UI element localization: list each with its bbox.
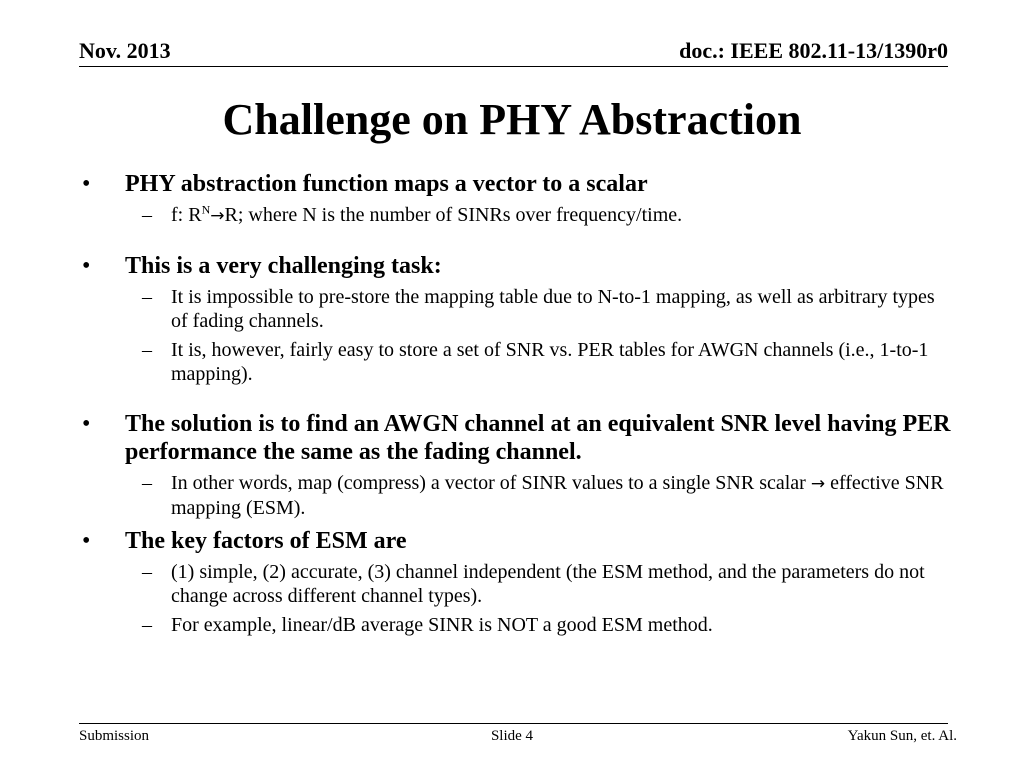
bullet-2 xyxy=(82,252,952,280)
dash-mark: – xyxy=(142,614,152,636)
formula-superscript: N xyxy=(201,202,211,217)
bullet-1-sub-1 xyxy=(82,203,952,228)
bullet-mark: • xyxy=(82,171,91,197)
footer-divider xyxy=(79,723,948,724)
dash-mark: – xyxy=(142,286,152,308)
bullet-4-sub-2 xyxy=(82,613,952,637)
bullet-4-sub-1 xyxy=(82,560,952,608)
dash-mark: – xyxy=(142,339,152,361)
bullet-1-text: PHY abstraction function maps a vector to a scalar xyxy=(125,171,648,197)
bullet-2-sub-1-text: It is impossible to pre-store the mapping table due to N-to-1 mapping, as well as arbitrary types of fading channels. xyxy=(171,286,935,332)
bullet-3-sub-1 xyxy=(82,471,952,520)
bullet-4-sub-1-text: (1) simple, (2) accurate, (3) channel independent (the ESM method, and the parameters do not change across different channel types). xyxy=(171,561,925,607)
formula-suffix: R; where N is the number of SINRs over frequency/time. xyxy=(224,204,683,226)
slide-body xyxy=(82,170,952,637)
bullet-3-sub-1-suffix: effective SNR mapping (ESM). xyxy=(171,472,944,519)
footer-author: Yakun Sun, et. Al. xyxy=(847,728,957,744)
bullet-3 xyxy=(82,410,952,466)
right-arrow-icon: → xyxy=(210,206,225,226)
bullet-mark: • xyxy=(82,253,91,279)
bullet-mark: • xyxy=(82,528,91,554)
bullet-4-sub-2-text: For example, linear/dB average SINR is NOT a good ESM method. xyxy=(171,614,713,636)
bullet-3-text: The solution is to find an AWGN channel at an equivalent SNR level having PER performance the same as the fading channel. xyxy=(125,411,951,465)
dash-mark: – xyxy=(142,561,152,583)
right-arrow-icon: → xyxy=(810,474,826,494)
bullet-4 xyxy=(82,527,952,555)
footer-slide-number: Slide 4 xyxy=(490,728,534,744)
header-doc-id: doc.: IEEE 802.11-13/1390r0 xyxy=(679,38,948,63)
dash-mark: – xyxy=(142,472,152,494)
formula-prefix: f: R xyxy=(171,204,202,226)
slide-title: Challenge on PHY Abstraction xyxy=(222,95,802,144)
dash-mark: – xyxy=(142,204,152,226)
header-date: Nov. 2013 xyxy=(79,38,171,63)
bullet-2-text: This is a very challenging task: xyxy=(125,253,442,279)
header-divider xyxy=(79,66,948,67)
bullet-mark: • xyxy=(82,411,91,437)
footer-submission: Submission xyxy=(79,728,150,744)
bullet-2-sub-2-text: It is, however, fairly easy to store a set of SNR vs. PER tables for AWGN channels (i.e., 1-to-1 mapping). xyxy=(171,339,929,385)
bullet-1 xyxy=(82,170,952,198)
bullet-4-text: The key factors of ESM are xyxy=(125,528,407,554)
bullet-2-sub-1 xyxy=(82,285,952,333)
bullet-3-sub-1-text: In other words, map (compress) a vector of SINR values to a single SNR scalar xyxy=(171,472,811,494)
bullet-2-sub-2 xyxy=(82,338,952,386)
